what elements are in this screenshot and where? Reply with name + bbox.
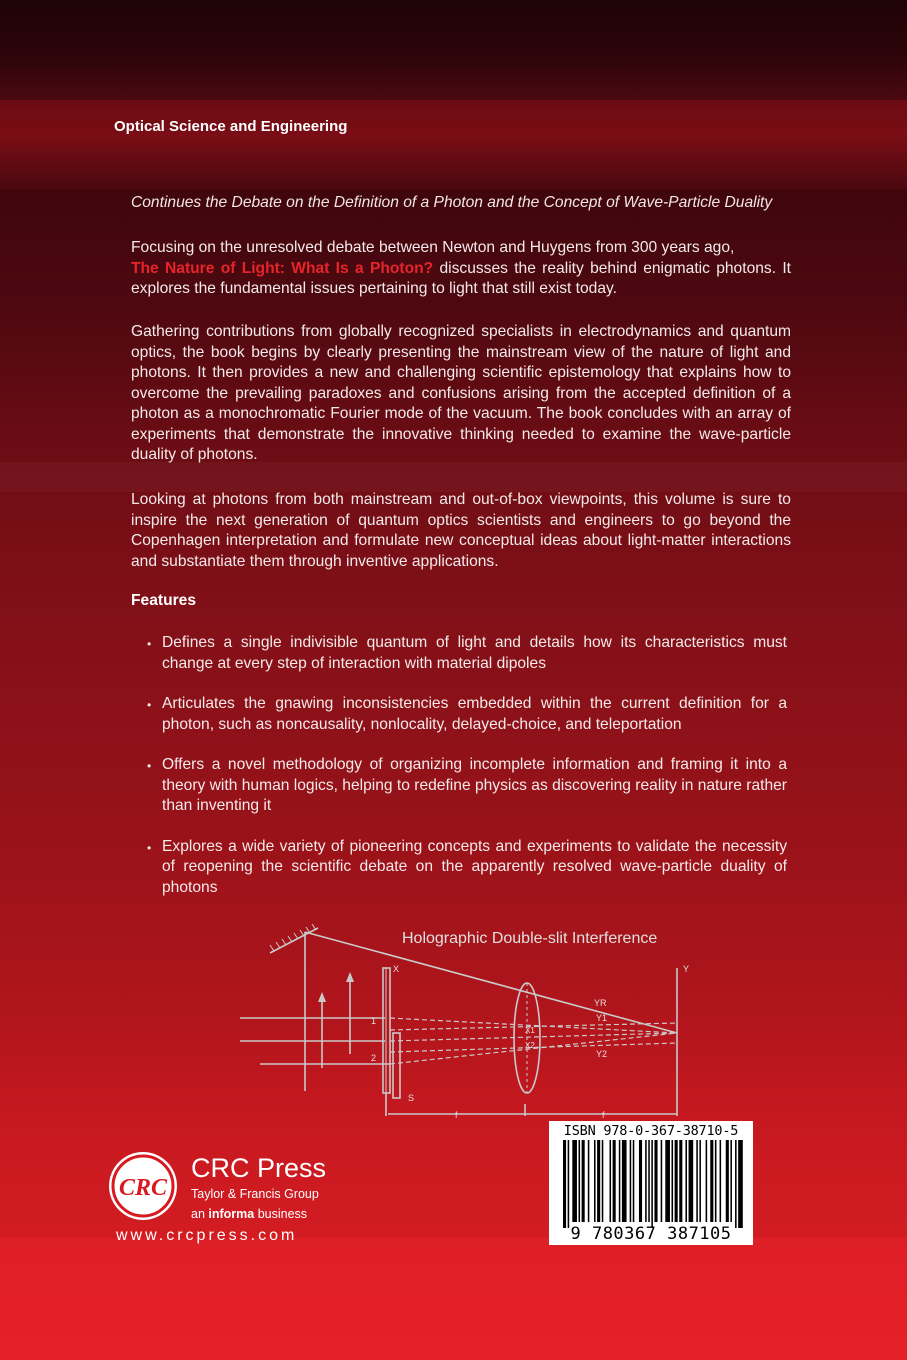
label-y1: Y1 <box>596 1013 608 1023</box>
barcode-bar <box>715 1140 717 1222</box>
barcode-bar <box>696 1140 698 1222</box>
barcode-bar <box>738 1140 743 1228</box>
crc-logo <box>107 1150 179 1222</box>
feature-item: • Offers a novel methodology of organizing incomplete information and framing it into a theory with human logics, helping to redefine physics as discovering reality in nature rather than inventing it <box>147 756 787 814</box>
logo-text: CRC <box>118 1175 168 1201</box>
bullet-icon: • <box>147 637 152 651</box>
label-x2: X2 <box>525 1041 535 1050</box>
book-title-highlight: The Nature of Light: What Is a Photon? <box>131 259 434 277</box>
barcode-bar <box>588 1140 590 1222</box>
barcode-bar <box>563 1140 566 1228</box>
barcode-bar <box>706 1140 708 1222</box>
barcode-bar <box>639 1140 642 1222</box>
barcode-bar <box>633 1140 635 1222</box>
isbn-number: ISBN 978-0-367-38710-5 <box>563 1123 739 1139</box>
label-s: S <box>408 1093 415 1103</box>
barcode-bar <box>730 1140 732 1222</box>
label-x1: X1 <box>525 1026 535 1035</box>
barcode-bar <box>572 1140 577 1222</box>
label-yr: YR <box>594 998 607 1008</box>
publisher-business: an informa business <box>191 1207 308 1221</box>
bullet-icon: • <box>147 840 152 855</box>
ean-number: 9 780367 387105 <box>570 1224 732 1244</box>
diagram-title: Holographic Double-slit Interference <box>402 930 658 947</box>
bullet-icon: • <box>147 698 152 712</box>
barcode-bar <box>645 1140 647 1222</box>
features-list <box>147 633 787 898</box>
series-title: Optical Science and Engineering <box>114 118 348 135</box>
double-slit-diagram <box>230 918 710 1123</box>
barcode-bar <box>651 1140 653 1228</box>
barcode-bar <box>630 1140 632 1222</box>
feature-item: • Explores a wide variety of pioneering concepts and experiments to validate the necessity of reopening the scientific debate on the apparently resolved wave-particle duality of photons <box>147 837 787 896</box>
label-slit-1: 1 <box>371 1016 377 1026</box>
barcode-bar <box>648 1140 650 1222</box>
informa-brand: informa <box>208 1207 255 1221</box>
barcode-bar <box>610 1140 612 1222</box>
label-x: X <box>393 964 400 974</box>
paragraph-viewpoints: Looking at photons from both mainstream and out-of-box viewpoints, this volume is sure to inspire the next generation of quantum optics scientists and engineers to go beyond the Copenhagen interpretation and formulate new conceptual ideas about light-matter interactions and substantiate them through inventive applications. <box>131 491 791 570</box>
barcode-bar <box>689 1140 694 1222</box>
bottom-bright-band <box>0 1238 907 1360</box>
paragraph-contributions: Gathering contributions from globally recognized specialists in electrodynamics and quantum optics, the book begins by clearly presenting the mainstream view of the nature of light and photons. It then provides a new and challenging scientific epistemology that explains how to overcome the prevailing paradoxes and confusions arising from the accepted definition of a photon as a monochromatic Fourier mode of the vacuum. The book concludes with an array of experiments that demonstrate the innovative thinking needed to examine the wave-particle duality of photons. <box>131 323 791 463</box>
intro-text-rest: discusses the reality behind enigmatic photons. It explores the fundamental issues pertaining to light that still exist today. <box>131 259 791 297</box>
feature-item: • Articulates the gnawing inconsistencies embedded within the current definition for a photon, such as noncausality, nonlocality, delayed-choice, and teleportation <box>147 695 787 733</box>
label-f2: f <box>602 1110 605 1120</box>
label-y2: Y2 <box>596 1049 608 1059</box>
subtitle: Continues the Debate on the Definition of a Photon and the Concept of Wave-Particle Duality <box>131 194 773 211</box>
barcode-bar <box>597 1140 600 1222</box>
barcode-bar <box>735 1140 737 1228</box>
barcode-bar <box>665 1140 670 1222</box>
barcode-bar <box>699 1140 701 1222</box>
mirror-line <box>270 928 318 953</box>
barcode-bar <box>726 1140 729 1222</box>
mid-band <box>0 462 907 492</box>
series-band <box>0 100 907 190</box>
publisher-url[interactable]: www.crcpress.com <box>116 1227 298 1244</box>
publisher-group: Taylor & Francis Group <box>191 1187 319 1201</box>
screen-s <box>393 1033 400 1098</box>
barcode-bar <box>720 1140 722 1222</box>
barcode-bar <box>582 1140 585 1222</box>
barcode-bar <box>613 1140 616 1222</box>
isbn-barcode <box>549 1121 753 1245</box>
label-y: Y <box>683 964 690 974</box>
barcode-bar <box>594 1140 596 1222</box>
barcode-bar <box>675 1140 678 1222</box>
mirror-hatch <box>270 924 316 951</box>
barcode-bar <box>619 1140 621 1222</box>
barcode-bar <box>679 1140 682 1222</box>
barcode-bar <box>579 1140 581 1222</box>
paragraph-intro <box>131 238 791 300</box>
barcode-bar <box>661 1140 663 1222</box>
barcode-bar <box>710 1140 713 1222</box>
feature-item: • Defines a single indivisible quantum of light and details how its characteristics must change at every step of interaction with material dipoles <box>147 634 787 672</box>
label-slit-2: 2 <box>371 1053 377 1063</box>
features-heading: Features <box>131 592 197 609</box>
barcode-bar <box>654 1140 657 1222</box>
barcode-bar <box>672 1140 674 1222</box>
barcode-bar <box>568 1140 570 1228</box>
intro-text: Focusing on the unresolved debate between Newton and Huygens from 300 years ago, <box>131 239 735 256</box>
barcode-bar <box>622 1140 627 1222</box>
bullet-icon: • <box>147 759 152 773</box>
label-f1: f <box>455 1110 458 1120</box>
barcode-bar <box>685 1140 687 1222</box>
barcode-bar <box>602 1140 604 1222</box>
publisher-name: CRC Press <box>191 1153 327 1183</box>
top-dark-band <box>0 0 907 100</box>
